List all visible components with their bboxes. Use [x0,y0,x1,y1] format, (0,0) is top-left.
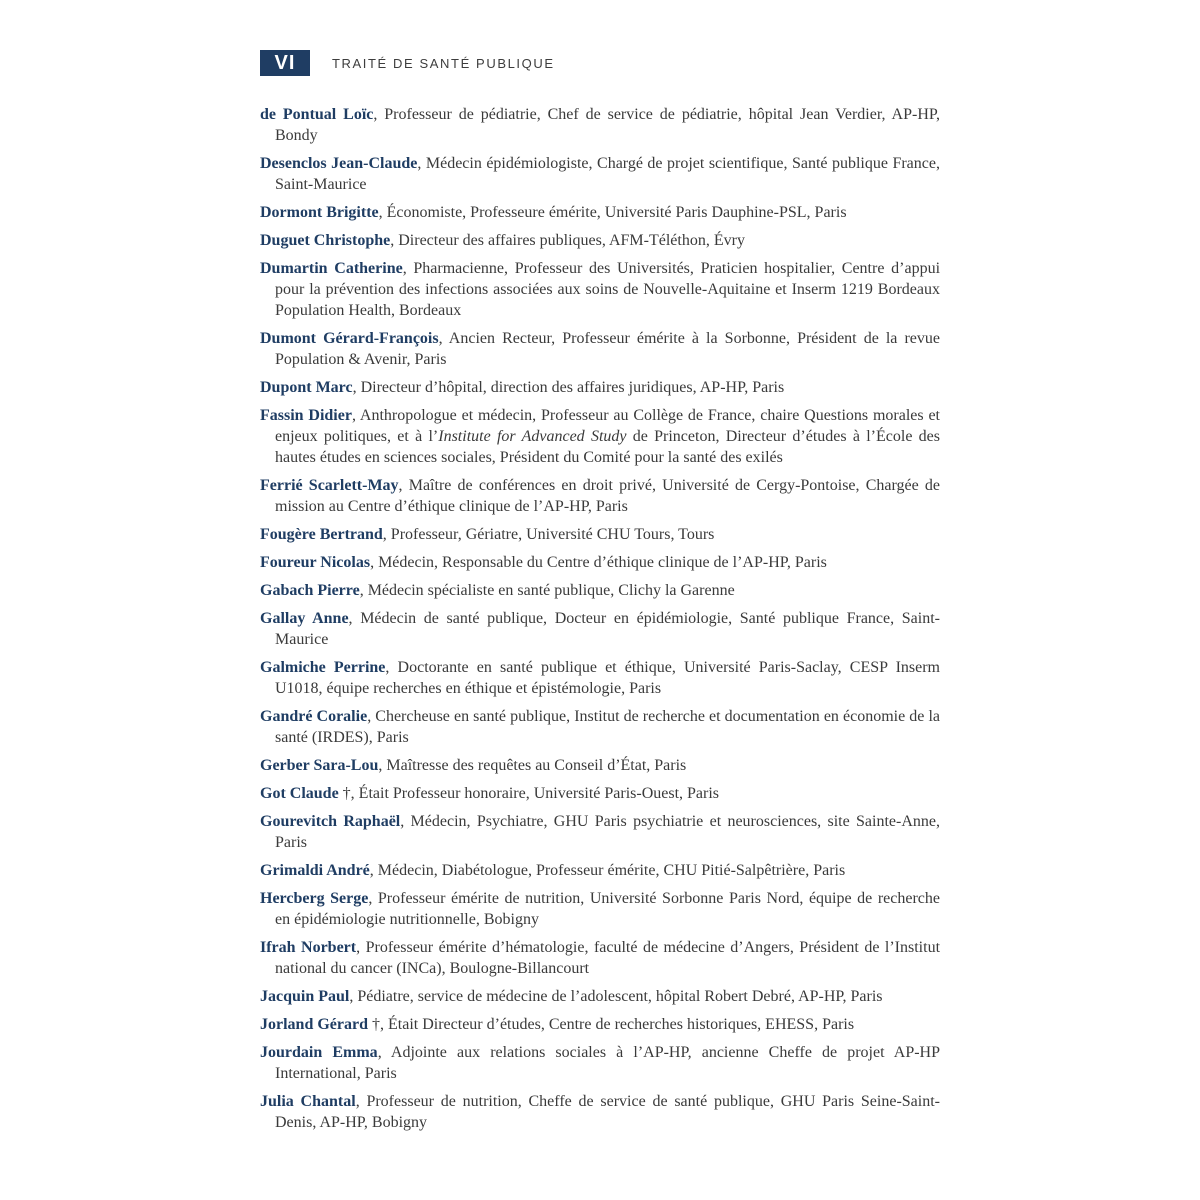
contributor-entry [260,986,940,1007]
contributor-name: Ifrah Norbert [260,939,357,956]
contributor-name: Hercberg Serge [260,890,369,907]
contributor-entry [260,153,940,195]
contributor-entry [260,202,940,223]
contributor-entry [260,475,940,517]
contributor-description-continued: de Princeton, Directeur d’études à l’École des hautes études en sciences sociales, Président du Comité pour la santé des exilés [275,428,941,466]
running-title: TRAITÉ DE SANTÉ PUBLIQUE [332,55,555,71]
contributor-description: , Économiste, Professeure émérite, Université Paris Dauphine-PSL, Paris [378,204,847,221]
contributor-entry [260,706,940,748]
contributor-entry [260,580,940,601]
contributor-name: Julia Chantal [260,1093,356,1110]
contributor-description: , Adjointe aux relations sociales à l’AP-HP, ancienne Cheffe de projet AP-HP International, Paris [275,1044,941,1082]
contributor-name: Dumont Gérard-François [260,330,439,347]
contributor-name: Jorland Gérard [260,1016,368,1033]
contributor-name: Got Claude [260,785,339,802]
contributor-entry [260,783,940,804]
contributor-entry [260,552,940,573]
contributor-name: Duguet Christophe [260,232,391,249]
contributor-name: Grimaldi André [260,862,370,879]
contributor-description: , Directeur des affaires publiques, AFM-Téléthon, Évry [390,232,745,249]
contributor-name: Gabach Pierre [260,582,360,599]
contributor-description: , Pédiatre, service de médecine de l’adolescent, hôpital Robert Debré, AP-HP, Paris [349,988,883,1005]
contributor-description: , Médecin, Psychiatre, GHU Paris psychiatrie et neurosciences, site Sainte-Anne, Paris [275,813,940,851]
contributor-name: Desenclos Jean-Claude [260,155,418,172]
contributor-description: , Médecin, Responsable du Centre d’éthique clinique de l’AP-HP, Paris [370,554,827,571]
contributor-description: , Directeur d’hôpital, direction des affaires juridiques, AP-HP, Paris [352,379,785,396]
contributor-description: , Médecin spécialiste en santé publique, Clichy la Garenne [359,582,735,599]
contributor-description: †, Était Professeur honoraire, Université Paris-Ouest, Paris [338,785,720,802]
contributor-name: de Pontual Loïc [260,106,374,123]
contributor-description: , Professeur de nutrition, Cheffe de service de santé publique, GHU Paris Seine-Saint-Denis, AP-HP, Bobigny [275,1093,940,1131]
contributor-entry [260,1042,940,1084]
contributor-name: Gourevitch Raphaël [260,813,401,830]
contributor-name: Gallay Anne [260,610,349,627]
contributor-description: , Médecin épidémiologiste, Chargé de projet scientifique, Santé publique France, Saint-Maurice [275,155,940,193]
contributor-description: , Professeur émérite de nutrition, Université Sorbonne Paris Nord, équipe de recherche en épidémiologie nutritionnelle, Bobigny [275,890,940,928]
contributor-name: Galmiche Perrine [260,659,386,676]
contributor-entry [260,230,940,251]
contributor-name: Dormont Brigitte [260,204,379,221]
contributor-name: Foureur Nicolas [260,554,371,571]
contributor-entry [260,377,940,398]
contributor-entry [260,405,940,468]
contributor-name: Gandré Coralie [260,708,368,725]
contributor-description: , Professeur émérite d’hématologie, faculté de médecine d’Angers, Président de l’Institut national du cancer (INCa), Boulogne-Billancourt [275,939,941,977]
contributor-entry [260,657,940,699]
contributor-name: Fougère Bertrand [260,526,383,543]
contributor-description: , Anthropologue et médecin, Professeur au Collège de France, chaire Questions morales et enjeux politiques, et à l’ [275,407,940,445]
contributor-name: Jacquin Paul [260,988,350,1005]
contributor-entry [260,608,940,650]
contributor-description: , Ancien Recteur, Professeur émérite à la Sorbonne, Président de la revue Population & Avenir, Paris [275,330,941,368]
contributor-entry [260,937,940,979]
contributor-name: Fassin Didier [260,407,352,424]
contributor-entry [260,328,940,370]
contributor-entry [260,104,940,146]
contributor-description: , Professeur de pédiatrie, Chef de service de pédiatrie, hôpital Jean Verdier, AP-HP, Bondy [275,106,940,144]
contributor-description: , Maîtresse des requêtes au Conseil d’État, Paris [378,757,687,774]
contributor-entry [260,258,940,321]
contributors-list [260,104,940,1140]
contributor-description: , Pharmacienne, Professeur des Universités, Praticien hospitalier, Centre d’appui pour la prévention des infections associées aux soins de Nouvelle-Aquitaine et Inserm 1219 Bordeaux Population Health, Bordeaux [275,260,941,319]
page-header [260,50,555,76]
contributor-entry [260,1014,940,1035]
contributor-description: , Doctorante en santé publique et éthique, Université Paris-Saclay, CESP Inserm U1018, équipe recherches en éthique et épistémologie, Paris [275,659,940,697]
contributor-description: †, Était Directeur d’études, Centre de recherches historiques, EHESS, Paris [368,1016,855,1033]
contributor-entry [260,1091,940,1133]
contributor-entry [260,755,940,776]
page-number-badge: VI [260,50,310,76]
contributor-entry [260,888,940,930]
contributor-description-italic: Institute for Advanced Study [438,428,627,445]
contributor-description: , Chercheuse en santé publique, Institut de recherche et documentation en économie de la santé (IRDES), Paris [275,708,941,746]
contributor-entry [260,524,940,545]
contributor-entry [260,860,940,881]
contributor-name: Dumartin Catherine [260,260,403,277]
contributor-description: , Médecin de santé publique, Docteur en épidémiologie, Santé publique France, Saint-Maurice [275,610,940,648]
contributor-name: Jourdain Emma [260,1044,378,1061]
contributor-name: Dupont Marc [260,379,353,396]
contributor-description: , Médecin, Diabétologue, Professeur émérite, CHU Pitié-Salpêtrière, Paris [369,862,846,879]
contributor-name: Ferrié Scarlett-May [260,477,399,494]
contributor-description: , Professeur, Gériatre, Université CHU Tours, Tours [382,526,715,543]
contributor-description: , Maître de conférences en droit privé, Université de Cergy-Pontoise, Chargée de mission au Centre d’éthique clinique de l’AP-HP, Paris [275,477,940,515]
contributor-entry [260,811,940,853]
contributor-name: Gerber Sara-Lou [260,757,379,774]
